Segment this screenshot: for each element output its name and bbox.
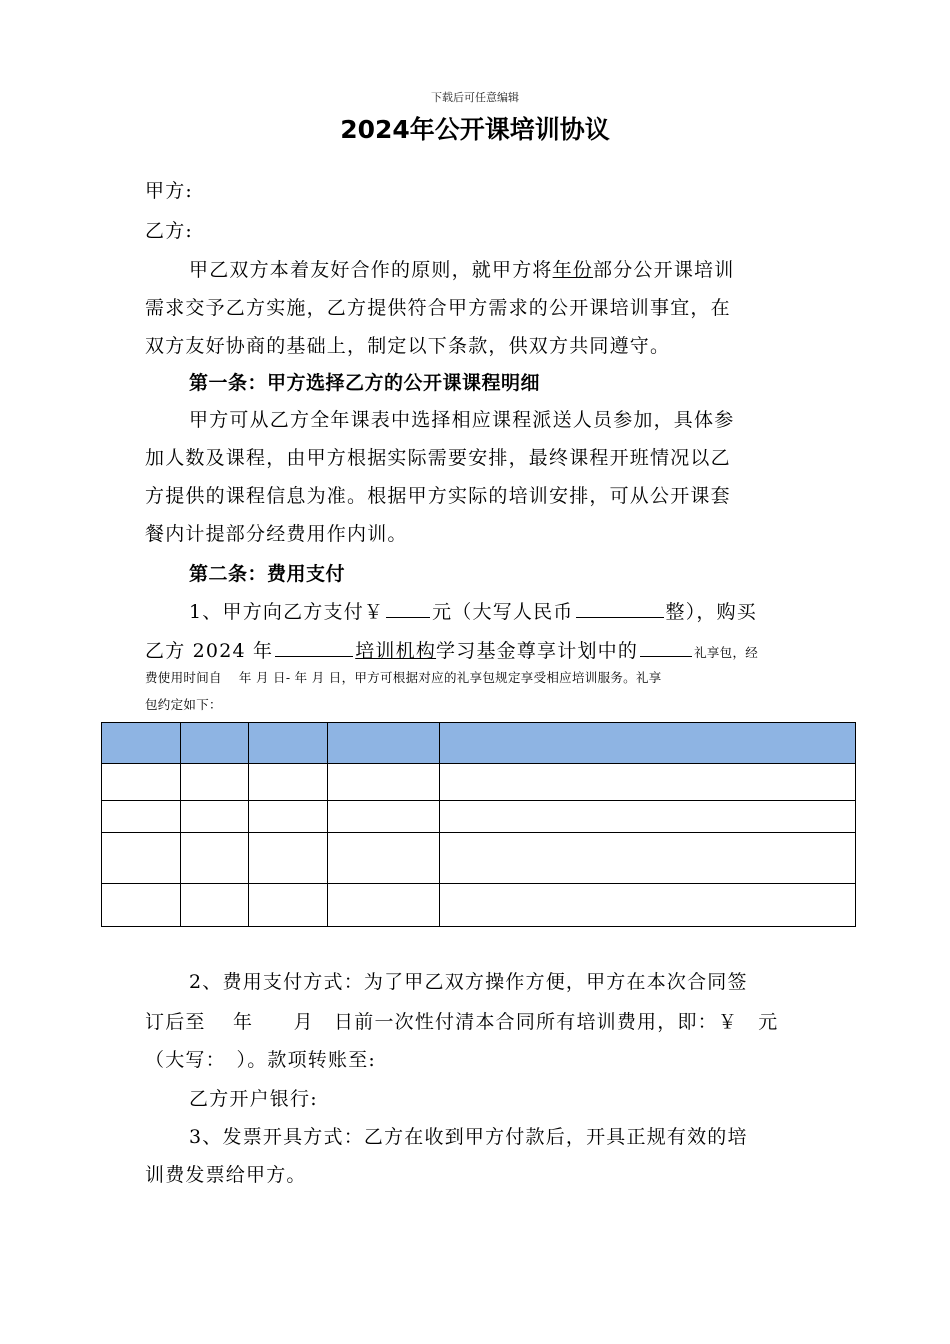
table-header-cell (102, 723, 181, 764)
table-header-cell (181, 723, 249, 764)
table-row (102, 801, 856, 833)
table-cell (328, 833, 440, 884)
payment-line-1 (189, 597, 757, 624)
intro-text: 甲乙双方本着友好合作的原则，就甲方将 (189, 259, 553, 281)
article1-line-1: 甲方可从乙方全年课表中选择相应课程派送人员参加，具体参 (189, 409, 735, 431)
table-row (102, 764, 856, 801)
payment-method-line-1: 2、费用支付方式：为了甲乙双方操作方便，甲方在本次合同签 (189, 971, 748, 993)
amount-blank (386, 599, 430, 618)
table-header-cell (249, 723, 328, 764)
article1-line-4: 餐内计提部分经费用作内训。 (145, 523, 408, 545)
amount-words-blank (576, 599, 664, 618)
intro-text: 部分公开课培训 (593, 259, 735, 281)
table-header-cell (440, 723, 856, 764)
payment-method-line-3: （大写： ）。款项转账至: (145, 1049, 377, 1071)
payment-text: 1、甲方向乙方支付￥ (189, 601, 385, 623)
table-cell (249, 764, 328, 801)
table-cell (102, 764, 181, 801)
payment-text: 学习基金尊享计划中的 (436, 640, 639, 662)
article1-heading: 第一条：甲方选择乙方的公开课课程明细 (189, 372, 541, 394)
table-cell (440, 764, 856, 801)
intro-line-2: 需求交予乙方实施，乙方提供符合甲方需求的公开课培训事宜，在 (145, 297, 731, 319)
table-cell (181, 884, 249, 927)
table-cell (440, 801, 856, 833)
table-cell (328, 764, 440, 801)
invoice-line-1: 3、发票开具方式：乙方在收到甲方付款后，开具正规有效的培 (189, 1126, 748, 1148)
table-cell (249, 801, 328, 833)
document-title: 2024年公开课培训协议 (340, 115, 610, 144)
invoice-line-2: 训费发票给甲方。 (145, 1164, 307, 1186)
party-b-label: 乙方: (145, 220, 194, 242)
table-cell (181, 833, 249, 884)
payment-text: 元（大写人民币 (432, 601, 574, 623)
table-row (102, 833, 856, 884)
table-cell (249, 884, 328, 927)
payment-text: 乙方 2024 年 (145, 640, 274, 662)
article1-line-2: 加人数及课程，由甲方根据实际需要安排，最终课程开班情况以乙 (145, 447, 731, 469)
table-cell (328, 801, 440, 833)
plan-blank (275, 638, 353, 657)
package-blank (640, 638, 692, 657)
payment-text: 礼享包，经 (694, 645, 759, 660)
bank-line: 乙方开户银行: (189, 1088, 318, 1110)
table-header-cell (328, 723, 440, 764)
intro-line-1 (189, 255, 734, 282)
table-cell (102, 801, 181, 833)
intro-year: 年份 (552, 259, 594, 281)
package-table (101, 722, 856, 927)
payment-line-4: 包约定如下： (145, 697, 222, 712)
table-row (102, 884, 856, 927)
article2-heading: 第二条：费用支付 (189, 563, 346, 585)
table-header-row (102, 723, 856, 764)
payment-method-line-2: 订后至 年 月 日前一次性付清本合同所有培训费用，即：￥ 元 (145, 1011, 779, 1033)
table-cell (181, 764, 249, 801)
article1-line-3: 方提供的课程信息为准。根据甲方实际的培训安排，可从公开课套 (145, 485, 731, 507)
payment-line-2 (145, 636, 758, 663)
provider-name: 培训机构 (355, 640, 437, 662)
party-a-label: 甲方: (145, 180, 194, 202)
table-cell (102, 833, 181, 884)
table-cell (440, 884, 856, 927)
table-cell (181, 801, 249, 833)
payment-text: 整），购买 (665, 601, 758, 623)
payment-line-3: 费使用时间自 年 月 日- 年 月 日，甲方可根据对应的礼享包规定享受相应培训服务。礼享 (145, 670, 662, 685)
table-cell (249, 833, 328, 884)
table-cell (102, 884, 181, 927)
table-cell (328, 884, 440, 927)
header-note: 下载后可任意编辑 (431, 91, 519, 104)
intro-line-3: 双方友好协商的基础上，制定以下条款，供双方共同遵守。 (145, 335, 671, 357)
table-cell (440, 833, 856, 884)
